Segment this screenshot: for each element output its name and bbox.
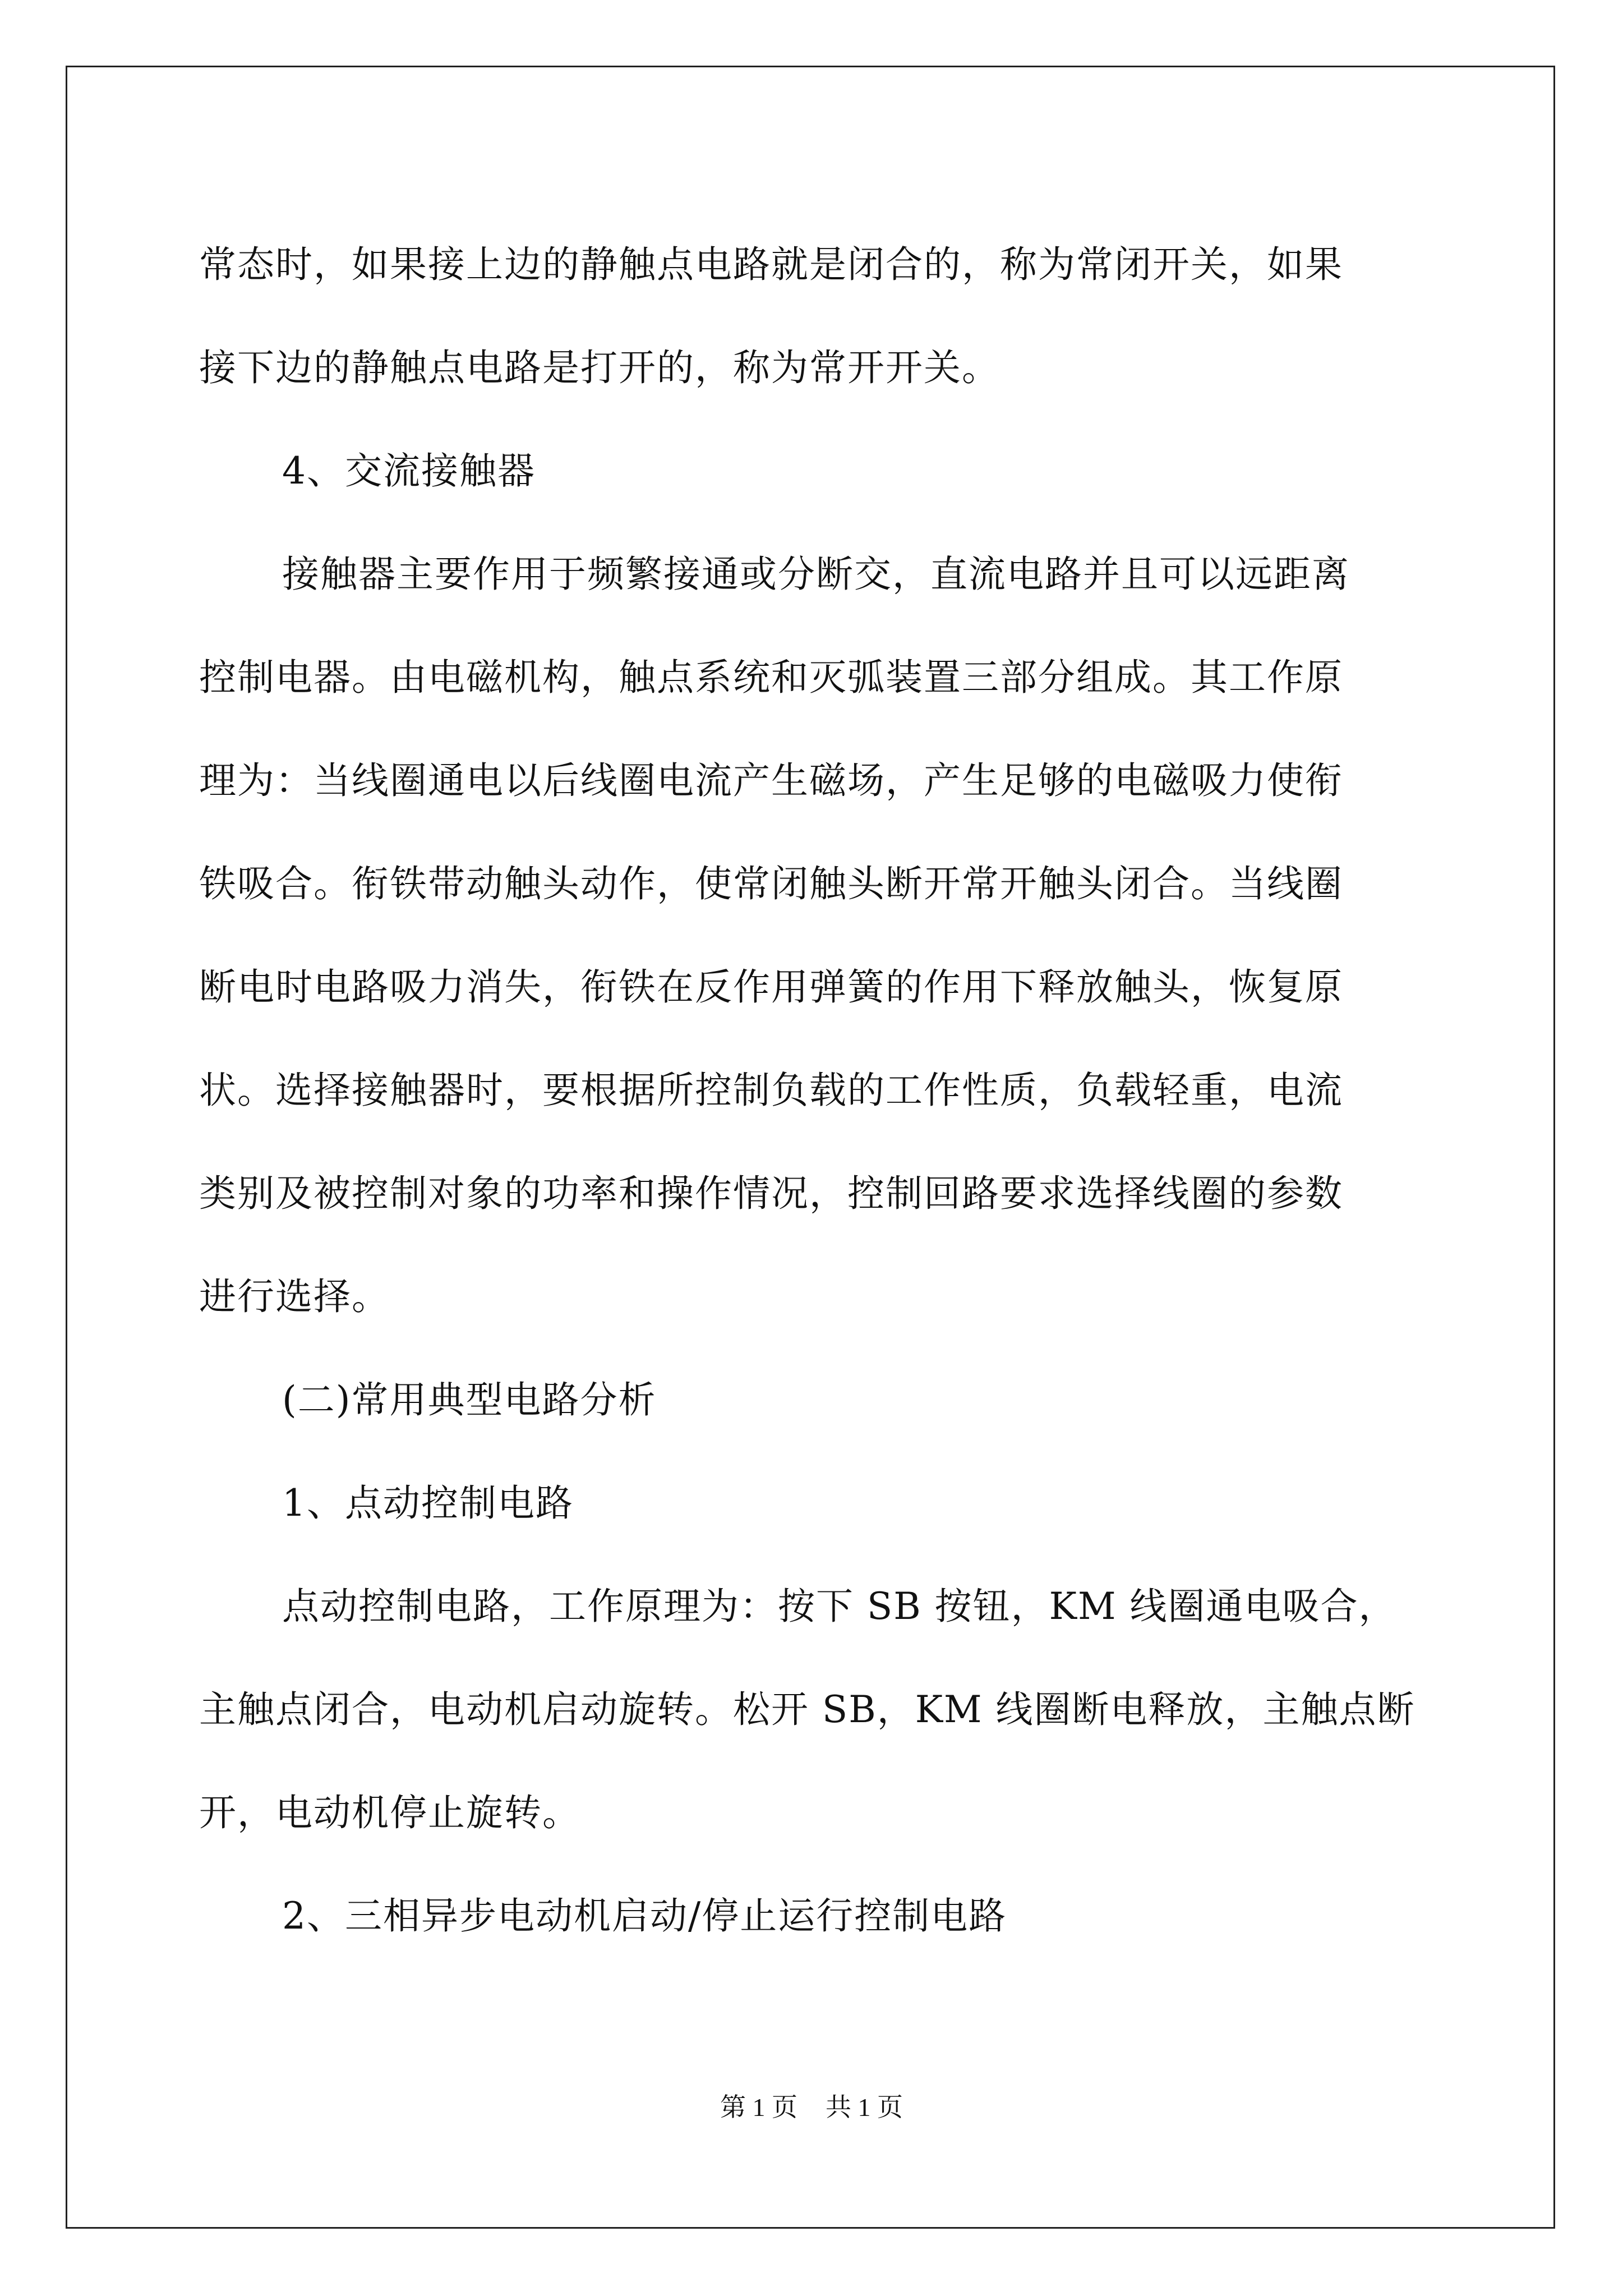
text-line: 开，电动机停止旋转。 — [199, 1791, 580, 1834]
text-line: 类别及被控制对象的功率和操作情况，控制回路要求选择线圈的参数 — [199, 1172, 1343, 1215]
text-line: 常态时，如果接上边的静触点电路就是闭合的，称为常闭开关，如果 — [199, 243, 1343, 286]
text-line: 状。选择接触器时，要根据所控制负载的工作性质，负载轻重，电流 — [199, 1069, 1343, 1112]
section-heading: 4、交流接触器 — [282, 449, 536, 493]
text-line: 进行选择。 — [199, 1275, 390, 1318]
page-number-total: 共 1 页 — [826, 2093, 903, 2122]
text-line: 断电时电路吸力消失，衔铁在反作用弹簧的作用下释放触头，恢复原 — [199, 965, 1343, 1009]
text-line: 理为：当线圈通电以后线圈电流产生磁场，产生足够的电磁吸力使衔 — [199, 759, 1343, 802]
page-number-current: 第 1 页 — [720, 2093, 797, 2122]
section-heading: 2、三相异步电动机启动/停止运行控制电路 — [282, 1894, 1007, 1938]
section-heading: 1、点动控制电路 — [282, 1481, 574, 1525]
text-line: 控制电器。由电磁机构，触点系统和灭弧装置三部分组成。其工作原 — [199, 656, 1343, 699]
text-line: 铁吸合。衔铁带动触头动作，使常闭触头断开常开触头闭合。当线圈 — [199, 862, 1343, 905]
page-footer — [0, 2087, 1623, 2124]
paragraph-start: 点动控制电路，工作原理为：按下 SB 按钮，KM 线圈通电吸合， — [282, 1585, 1397, 1628]
text-line: 主触点闭合，电动机启动旋转。松开 SB，KM 线圈断电释放，主触点断 — [199, 1688, 1415, 1731]
document-body — [199, 213, 1433, 1968]
text-line: 接下边的静触点电路是打开的，称为常开开关。 — [199, 346, 1000, 389]
section-heading: (二)常用典型电路分析 — [282, 1378, 657, 1421]
paragraph-start: 接触器主要作用于频繁接通或分断交，直流电路并且可以远距离 — [282, 553, 1350, 596]
